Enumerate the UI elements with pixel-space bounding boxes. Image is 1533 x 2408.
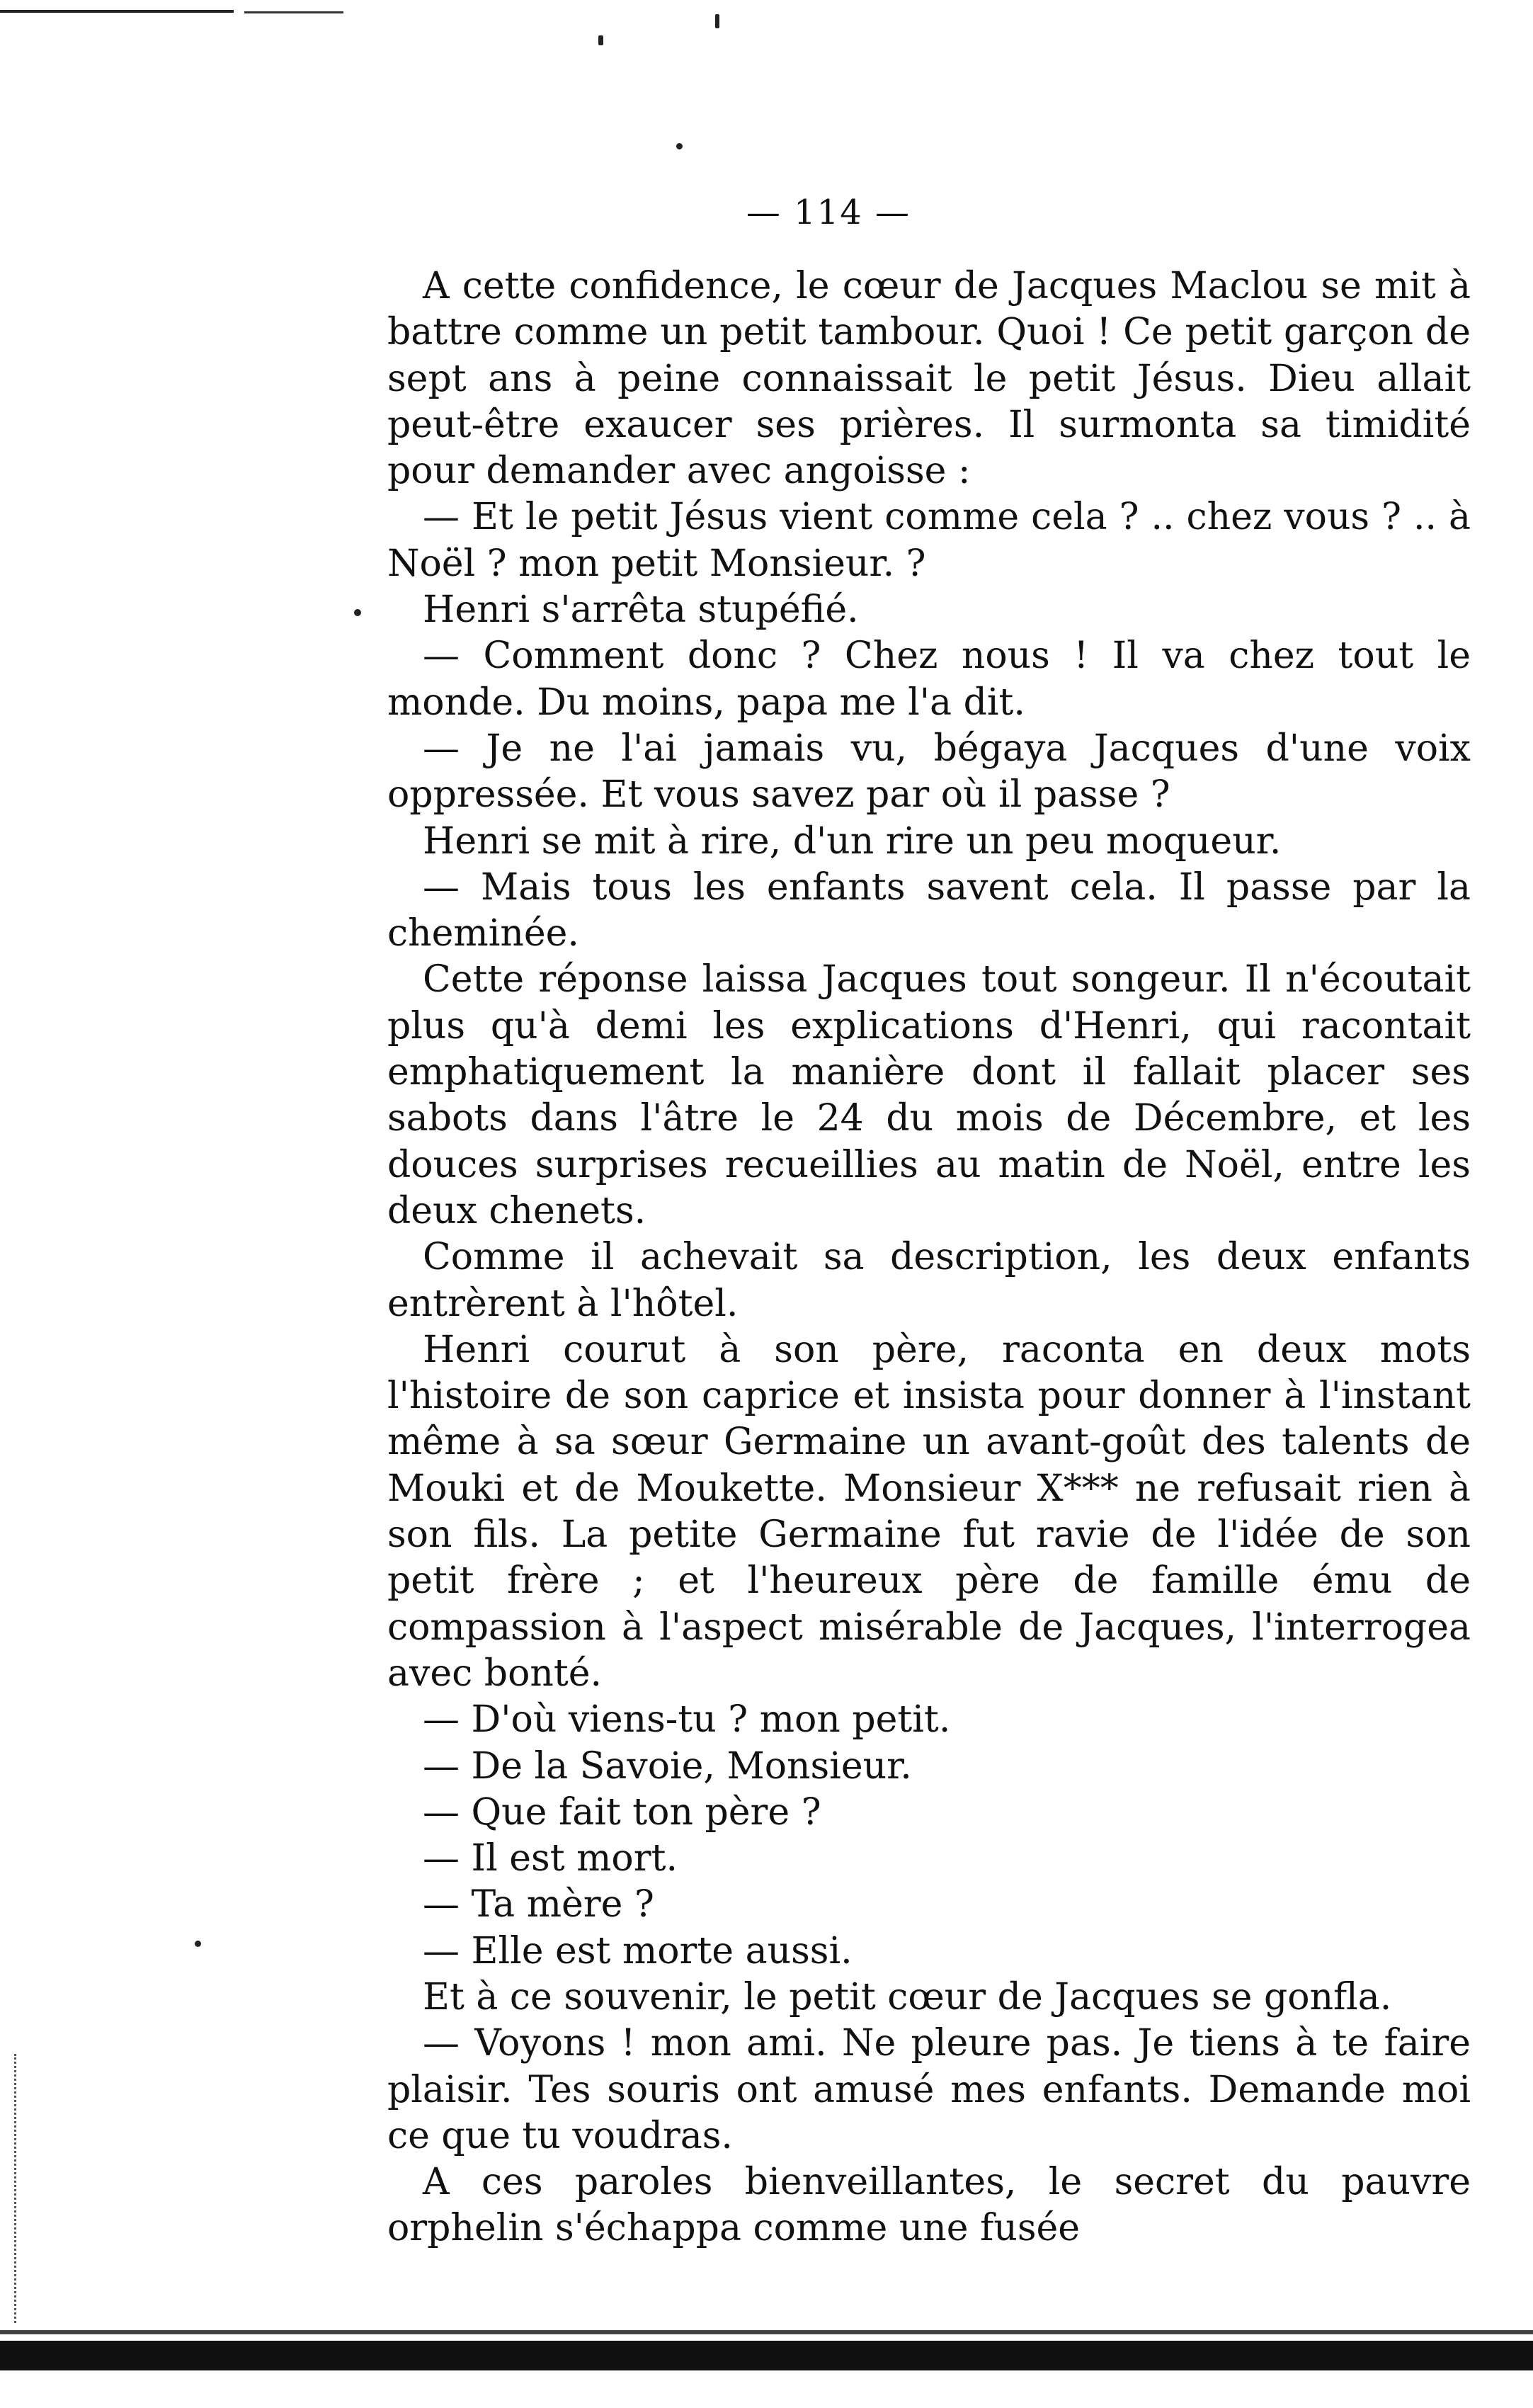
ink-speck <box>715 14 719 28</box>
top-edge-rule <box>0 10 234 13</box>
paragraph: Comme il achevait sa description, les deux enfants entrèrent à l'hôtel. <box>387 1236 1471 1325</box>
paragraph: Henri se mit à rire, d'un rire un peu moqueur. <box>423 819 1282 863</box>
paragraph: A cette confidence, le cœur de Jacques Maclou se mit à battre comme un petit tambour. Quoi ! Ce petit garçon de sept ans à peine connaissait le petit Jésus. Dieu allait peut-être exaucer ses prières. Il surmonta sa timidité pour demander avec angoisse : <box>387 265 1471 493</box>
paragraph: A ces paroles bienveillantes, le secret du pauvre orphelin s'échappa comme une fusée <box>387 2161 1471 2250</box>
bottom-edge-rule-thin <box>0 2330 1533 2334</box>
scan-edge-dots <box>14 2054 21 2323</box>
top-edge-rule-fragment <box>244 11 343 13</box>
paragraph: — De la Savoie, Monsieur. <box>423 1744 912 1788</box>
paragraph: — Il est mort. <box>423 1837 678 1880</box>
paragraph: Et à ce souvenir, le petit cœur de Jacques se gonfla. <box>423 1975 1392 2018</box>
paragraph: Henri s'arrêta stupéfié. <box>423 589 859 632</box>
paragraph: — Voyons ! mon ami. Ne pleure pas. Je tiens à te faire plaisir. Tes souris ont amusé mes enfants. Demande moi ce que tu voudras. <box>387 2022 1471 2157</box>
ink-speck <box>195 1941 201 1947</box>
ink-speck <box>354 609 361 616</box>
paragraph: — Je ne l'ai jamais vu, bégaya Jacques d'une voix oppressée. Et vous savez par où il passe ? <box>387 727 1471 817</box>
paragraph: — Comment donc ? Chez nous ! Il va chez tout le monde. Du moins, papa me l'a dit. <box>387 635 1471 724</box>
paragraph: — Mais tous les enfants savent cela. Il passe par la cheminée. <box>387 865 1471 955</box>
page-number: — 114 — <box>746 193 911 232</box>
paragraph: — Ta mère ? <box>423 1883 654 1926</box>
paragraph: — Que fait ton père ? <box>423 1790 821 1834</box>
paragraph: — Et le petit Jésus vient comme cela ? .. chez vous ? .. à Noël ? mon petit Monsieur. ? <box>387 496 1471 585</box>
paragraph: Henri courut à son père, raconta en deux mots l'histoire de son caprice et insista pour donner à l'instant même à sa sœur Germaine un avant-goût des talents de Mouki et de Moukette. Monsieur X*** ne refusait rien à son fils. La petite Germaine fut ravie de l'idée de son petit frère ; et l'heureux père de famille ému de compassion à l'aspect misérable de Jacques, l'interrogea avec bonté. <box>387 1328 1471 1695</box>
paragraph: — D'où viens-tu ? mon petit. <box>423 1698 951 1742</box>
body-text <box>387 263 1471 2252</box>
bottom-edge-rule <box>0 2341 1533 2370</box>
ink-speck <box>676 143 683 149</box>
ink-speck <box>598 35 603 45</box>
paragraph: — Elle est morte aussi. <box>423 1929 853 1972</box>
paragraph: Cette réponse laissa Jacques tout songeur. Il n'écoutait plus qu'à demi les explications d'Henri, qui racontait emphatiquement la manière dont il fallait placer ses sabots dans l'âtre le 24 du mois de Décembre, et les douces surprises recueillies au matin de Noël, entre les deux chenets. <box>387 958 1471 1232</box>
